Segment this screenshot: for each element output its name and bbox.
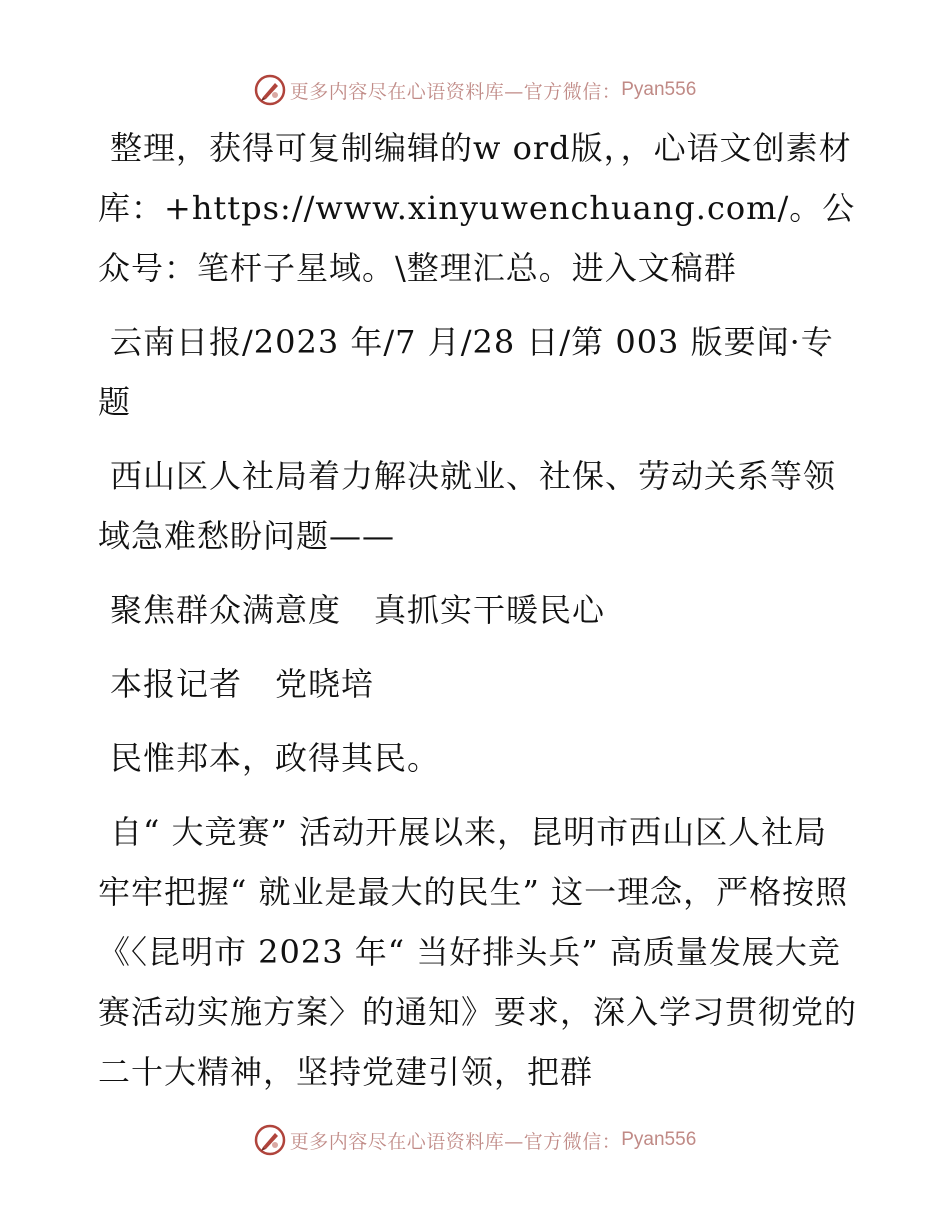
- paragraph-byline: 本报记者 党晓培: [110, 665, 375, 703]
- banner-wechat-id: Pyan556: [621, 79, 697, 100]
- paragraph-headline: 聚焦群众满意度 真抓实干暖民心: [110, 591, 606, 629]
- paragraph-source-note: 整理，获得可复制编辑的w ord版，，心语文创素材库：+https://www.xinyuwenchuang.com/。公众号：笔杆子星域。\整理汇总。进入文稿群: [98, 129, 856, 287]
- banner-text: 更多内容尽在心语资料库—官方微信：: [289, 80, 622, 103]
- paragraph-publication-info: 云南日报/2023 年/7 月/28 日/第 003 版要闻·专题: [98, 323, 834, 421]
- paragraph-body: 自“ 大竞赛” 活动开展以来，昆明市西山区人社局牢牢把握“ 就业是最大的民生” 这一理念，严格按照《〈昆明市 2023 年“ 当好排头兵” 高质量发展大竞赛活动实施方案〉的通知》要求，深入学习贯彻党的二十大精神，坚持党建引领，把群: [98, 813, 858, 1091]
- document-body: [98, 118, 858, 1116]
- footer-banner: [0, 1120, 950, 1160]
- quill-logo-icon: [254, 1124, 286, 1156]
- header-banner: [0, 70, 950, 110]
- banner-text: 更多内容尽在心语资料库—官方微信：: [289, 1130, 622, 1153]
- paragraph-kicker: 西山区人社局着力解决就业、社保、劳动关系等领域急难愁盼问题——: [98, 457, 837, 555]
- banner-wechat-id: Pyan556: [621, 1129, 697, 1150]
- paragraph-lead: 民惟邦本，政得其民。: [110, 739, 441, 777]
- quill-logo-icon: [254, 74, 286, 106]
